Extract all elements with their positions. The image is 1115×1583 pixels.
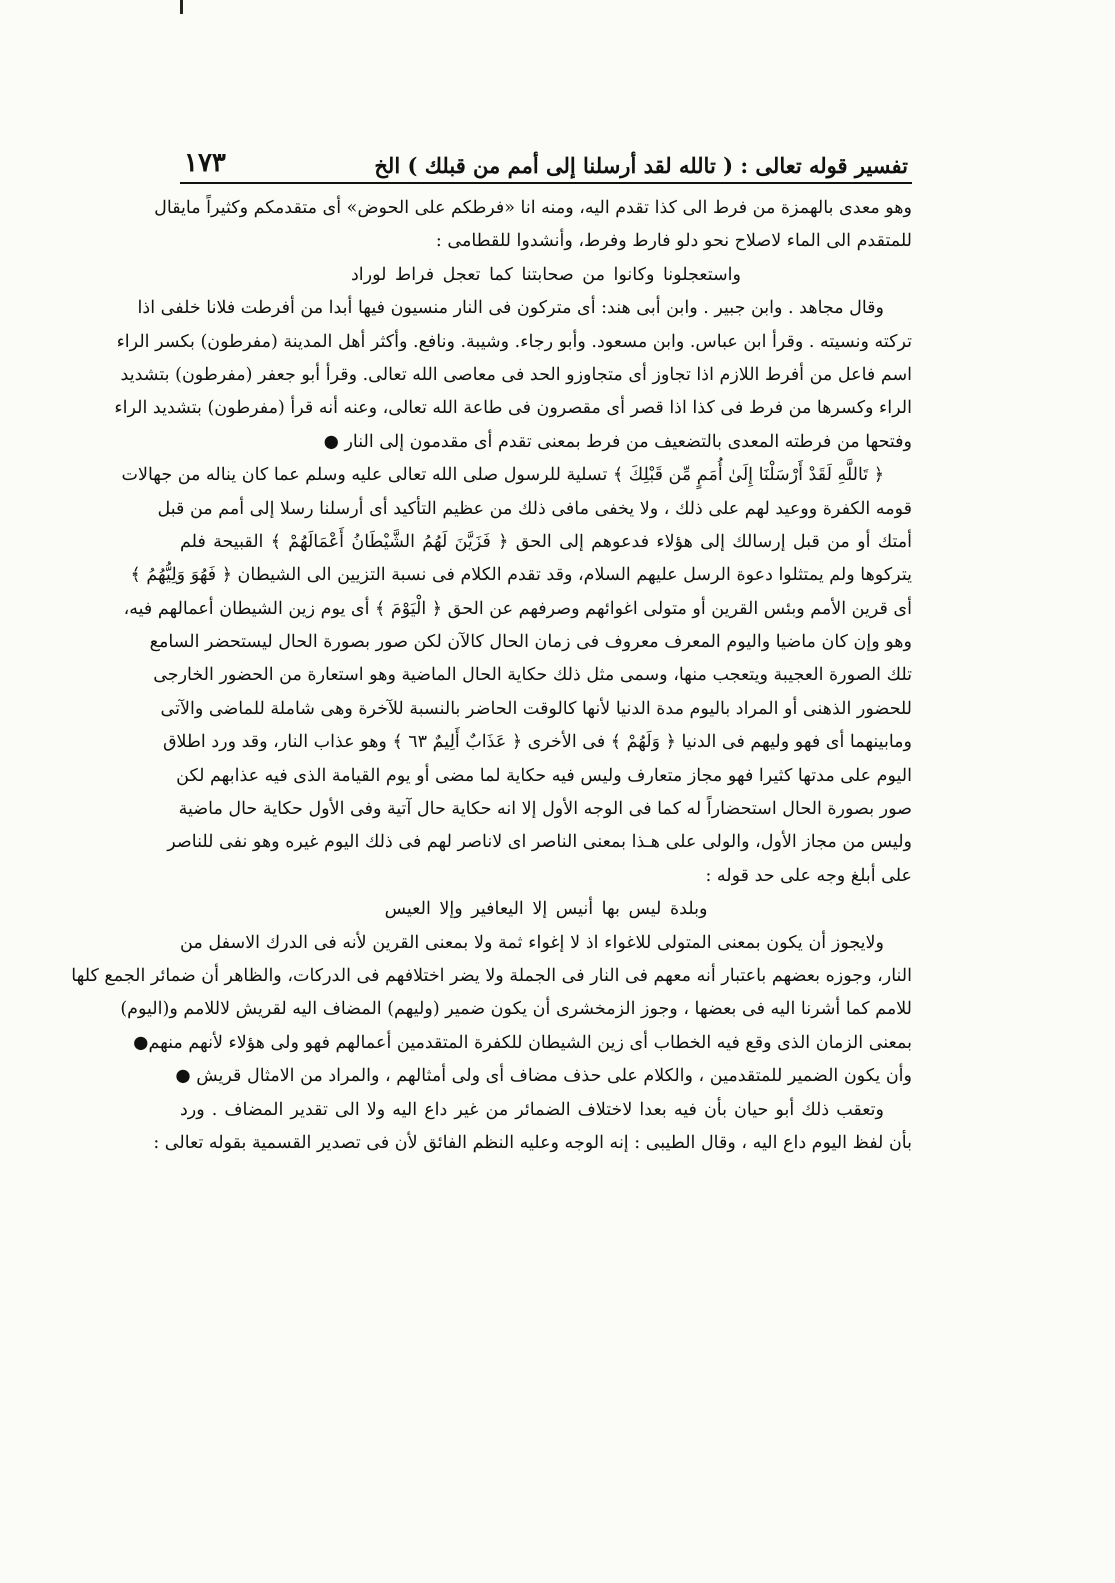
page-body <box>71 184 912 1160</box>
verse-line: واستعجلونا وكانوا من صحابتنا كما تعجل فراط لوراد <box>351 264 741 285</box>
text-line: أمتك أو من قبل إرسالك إلى هؤلاء فدعوهم إلى الحق ﴿ فَزَيَّنَ لَهُمُ الشَّيْطَانُ أَعْمَالَهُمْ ﴾ القبيحة فلم <box>180 531 912 552</box>
text-line: اليوم على مدتها كثيرا فهو مجاز متعارف وليس فيه حكاية لما مضى أو يوم القيامة الذى فيه عذابهم لكن <box>176 765 912 786</box>
text-line: بمعنى الزمان الذى وقع فيه الخطاب أى زين الشيطان للكفرة المتقدمين أعمالهم فهو ولى هؤلاء لأنهم منهم● <box>133 1032 912 1053</box>
text-line: يتركوها ولم يمتثلوا دعوة الرسل عليهم السلام، وقد تقدم الكلام فى نسبة التزيين الى الشيطان ﴿ فَهُوَ وَلِيُّهُمُ ﴾ <box>130 565 912 586</box>
corner-mark <box>180 0 183 14</box>
text-line: صور بصورة الحال استحضاراً له كما فى الوجه الأول إلا انه حكاية حال آتية وفى الأول حكاية حال ماضية <box>178 799 912 820</box>
text-line: ومابينهما أى فهو وليهم فى الدنيا ﴿ وَلَهُمْ ﴾ فى الأخرى ﴿ عَذَابٌ أَلِيمٌ ٦٣ ﴾ وهو عذاب النار، وقد ورد اطلاق <box>162 732 912 753</box>
page-number: ١٧٣ <box>184 148 226 178</box>
text-line: تلك الصورة العجيبة ويتعجب منها، وسمى مثل ذلك حكاية الحال الماضية وهو استعارة من الحضور الخارجى <box>153 665 912 686</box>
text-line: النار، وجوزه بعضهم باعتبار أنه معهم فى النار فى الجملة ولا يضر اختلافهم فى الدركات، والظاهر أن ضمائر الجمع كلها <box>71 965 912 986</box>
text-line: وهو معدى بالهمزة من فرط الى كذا تقدم اليه، ومنه انا «فرطكم على الحوض» أى متقدمكم وكثيراً مايقال <box>154 198 912 218</box>
text-line: وفتحها من فرطته المعدى بالتضعيف من فرط بمعنى تقدم أى مقدمون إلى النار ● <box>323 431 912 452</box>
text-line: أى قرين الأمم وبئس القرين أو متولى اغوائهم وصرفهم عن الحق ﴿ الْيَوْمَ ﴾ أى يوم زين الشيطان أعمالهم فيه، <box>123 598 912 619</box>
text-line: تركته ونسيته . وقرأ ابن عباس. وابن مسعود. وأبو رجاء. وشيبة. ونافع. وأكثر أهل المدينة (مفرطون) بكسر الراء <box>116 331 912 352</box>
text-line: وتعقب ذلك أبو حيان بأن فيه بعدا لاختلاف الضمائر من غير داع اليه ولا الى تقدير المضاف . ورد <box>180 1099 884 1120</box>
page-header <box>180 138 912 184</box>
text-line: اسم فاعل من أفرط اللازم اذا تجاوز أى متجاوزو الحد فى معاصى الله تعالى. وقرأ أبو جعفر (مفرطون) بتشديد <box>120 364 912 385</box>
verse-line: وبلدة ليس بها أنيس إلا اليعافير وإلا العيس <box>384 899 708 920</box>
text-line: وقال مجاهد . وابن جبير . وابن أبى هند: أى متركون فى النار منسيون فيها أبدا من أفرطت فلانا خلفى اذا <box>137 298 884 319</box>
text-line: وليس من مجاز الأول، والولى على هـذا بمعنى الناصر اى لاناصر لهم فى ذلك اليوم غيره وهو نفى للناصر <box>167 832 912 853</box>
text-line: قومه الكفرة ووعيد لهم على ذلك ، ولا يخفى مافى ذلك من عظيم التأكيد أى أرسلنا رسلا إلى أمم من قبل <box>157 498 912 519</box>
text-line: للامم كما أشرنا اليه فى بعضها ، وجوز الزمخشرى أن يكون ضمير (وليهم) المضاف اليه لقريش لاللامم و(اليوم) <box>120 999 912 1020</box>
text-line: بأن لفظ اليوم داع اليه ، وقال الطيبى : إنه الوجه وعليه النظم الفائق لأن فى تصدير القسمية بقوله تعالى : <box>153 1132 912 1153</box>
text-line: على أبلغ وجه على حد قوله : <box>705 865 912 886</box>
text-line: ولايجوز أن يكون بمعنى المتولى للاغواء اذ لا إغواء ثمة ولا بمعنى القرين لأنه فى الدرك الاسفل من <box>180 932 884 953</box>
text-line: ﴿ تَاللَّهِ لَقَدْ أَرْسَلْنَا إِلَىٰ أُمَمٍ مِّن قَبْلِكَ ﴾ تسلية للرسول صلى الله تعالى عليه وسلم عما كان يناله من جهالات <box>121 465 884 486</box>
text-line: للمتقدم الى الماء لاصلاح نحو دلو فارط وفرط، وأنشدوا للقطامى : <box>435 231 912 252</box>
text-line: للحضور الذهنى أو المراد باليوم مدة الدنيا لأنها كالوقت الحاضر بالنسبة للآخرة وهى شاملة للماضى والآتى <box>160 698 912 719</box>
text-line: وأن يكون الضمير للمتقدمين ، والكلام على حذف مضاف أى ولى أمثالهم ، والمراد من الامثال قريش ● <box>175 1066 912 1087</box>
book-page <box>71 138 912 1160</box>
running-title: تفسير قوله تعالى : ( تالله لقد أرسلنا إلى أمم من قبلك ) الخ <box>374 153 908 178</box>
text-line: وهو وإن كان ماضيا واليوم المعرف معروف فى زمان الحال كالآن لكن صور بصورة الحال ليستحضر السامع <box>149 632 912 653</box>
text-line: الراء وكسرها من فرط فى كذا اذا قصر أى مقصرون فى طاعة الله تعالى، وعنه أنه قرأ (مفرطون) بتشديد الراء <box>114 398 912 419</box>
